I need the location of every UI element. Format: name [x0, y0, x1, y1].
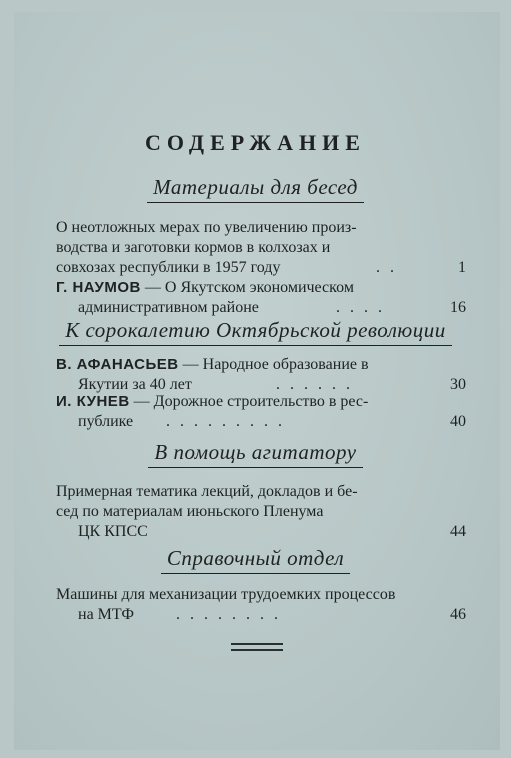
author-name: И. КУНЕВ	[56, 393, 130, 410]
section-title-agitator: В помощь агитатору	[0, 440, 511, 468]
toc-entry-lectures: Примерная тематика лекций, докладов и бе- сед по материалам июньского Пленума ЦК КПСС 44	[56, 483, 466, 540]
contents-heading: СОДЕРЖАНИЕ	[145, 130, 366, 155]
author-name: В. АФАНАСЬЕВ	[56, 356, 179, 373]
page-number: 46	[450, 606, 466, 623]
toc-entry-fodder: О неотложных мерах по увеличению произ- водства и заготовки кормов в колхозах и совхозах республики в 1957 году .. 1	[56, 219, 466, 276]
page-number: 44	[450, 523, 466, 540]
toc-entry-kunev: И. КУНЕВ — Дорожное строительство в рес- публике ......... 40	[56, 393, 466, 430]
page-number: 30	[450, 376, 466, 393]
leader-dots: ......	[276, 376, 360, 393]
section-title-anniversary: К сорокалетию Октябрьской революции	[0, 318, 511, 346]
closing-rule-top	[231, 643, 283, 645]
section-title-reference: Справочный отдел	[0, 546, 511, 574]
section-title-materials: Материалы для бесед	[0, 175, 511, 203]
leader-dots: .........	[166, 413, 292, 430]
leader-dots: ........	[176, 606, 288, 623]
page-number: 1	[458, 259, 466, 276]
author-name: Г. НАУМОВ	[56, 279, 141, 296]
toc-entry-machines: Машины для механизации трудоемких процессов на МТФ ........ 46	[56, 586, 466, 623]
leader-dots: ....	[336, 299, 392, 316]
page-number: 16	[450, 299, 466, 316]
page-number: 40	[450, 413, 466, 430]
leader-dots: ..	[376, 259, 404, 276]
closing-rule-bottom	[231, 649, 283, 651]
toc-entry-afanasyev: В. АФАНАСЬЕВ — Народное образование в Якутии за 40 лет ...... 30	[56, 356, 466, 393]
toc-entry-naumov: Г. НАУМОВ — О Якутском экономическом административном районе .... 16	[56, 279, 466, 316]
